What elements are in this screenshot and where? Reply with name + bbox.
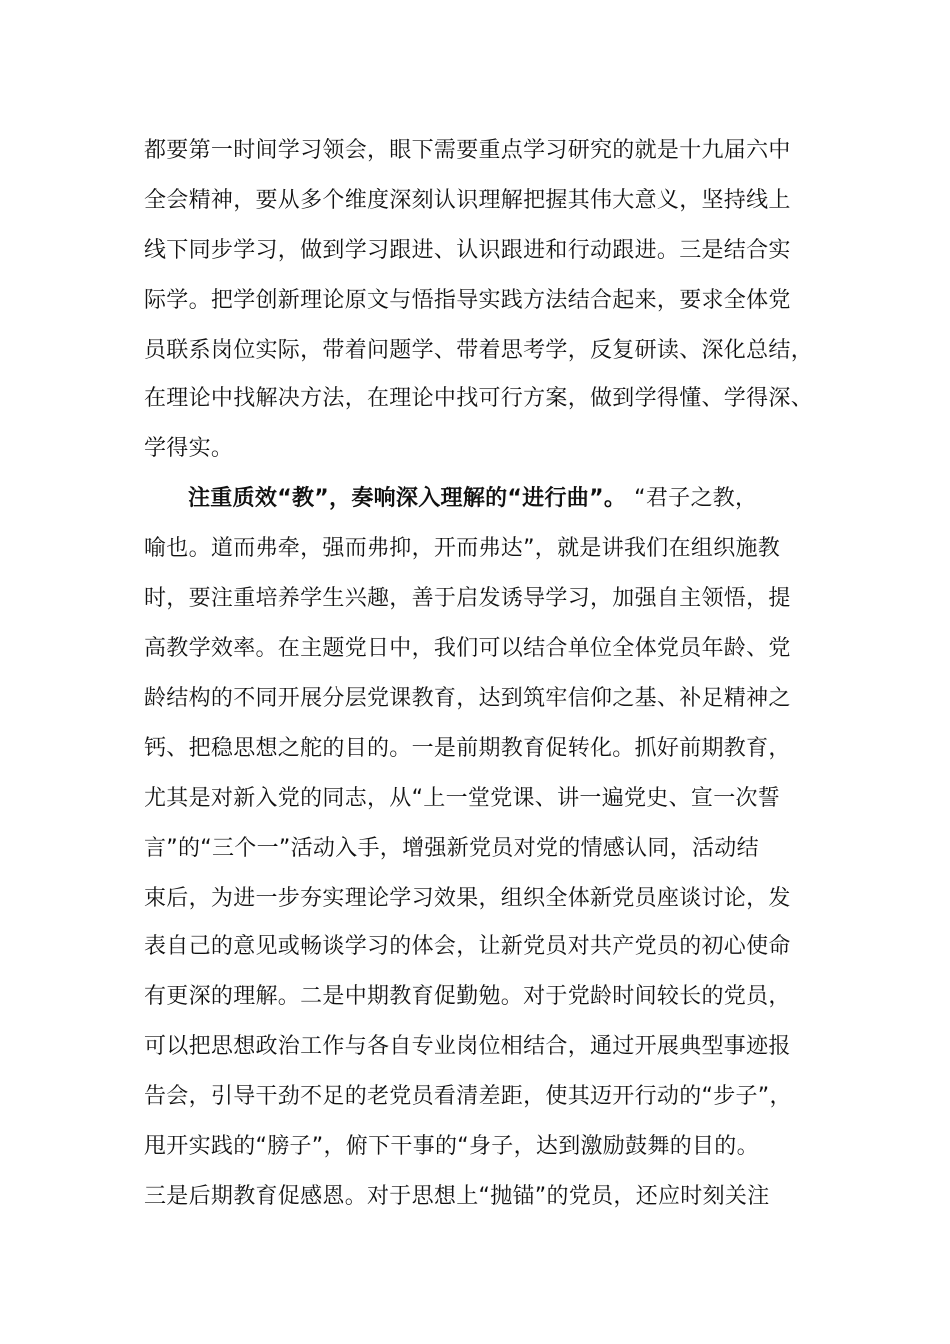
section-heading: 注重质效“教”，奏响深入理解的“进行曲”。 (188, 486, 627, 511)
paragraph-line: 告会，引导干劲不足的老党员看清差距，使其迈开行动的“步子”， (144, 1084, 792, 1109)
paragraph-line: 龄结构的不同开展分层党课教育，达到筑牢信仰之基、补足精神之 (144, 686, 791, 711)
paragraph-line: 表自己的意见或畅谈学习的体会，让新党员对共产党员的初心使命 (144, 934, 791, 959)
paragraph-line: 全会精神，要从多个维度深刻认识理解把握其伟大意义，坚持线上 (144, 188, 791, 213)
paragraph-line: 高教学效率。在主题党日中，我们可以结合单位全体党员年龄、党 (144, 636, 791, 661)
paragraph-line: 际学。把学创新理论原文与悟指导实践方法结合起来，要求全体党 (144, 288, 791, 313)
paragraph-line: 有更深的理解。二是中期教育促勤勉。对于党龄时间较长的党员， (144, 984, 791, 1009)
paragraph-line: 喻也。道而弗牵，强而弗抑，开而弗达”，就是讲我们在组织施教 (144, 536, 781, 561)
paragraph-line: 线下同步学习，做到学习跟进、认识跟进和行动跟进。三是结合实 (144, 238, 791, 263)
paragraph-first-line (188, 484, 757, 514)
paragraph-line: 尤其是对新入党的同志，从“上一堂党课、讲一遍党史、宣一次誓 (144, 786, 781, 811)
paragraph-line: 三是后期教育促感恩。对于思想上“抛锚”的党员，还应时刻关注 (144, 1184, 770, 1209)
paragraph-line: 时，要注重培养学生兴趣，善于启发诱导学习，加强自主领悟，提 (144, 586, 791, 611)
paragraph-line: 员联系岗位实际，带着问题学、带着思考学，反复研读、深化总结， (144, 338, 814, 363)
paragraph-line: 钙、把稳思想之舵的目的。一是前期教育促转化。抓好前期教育， (144, 736, 791, 761)
paragraph-line: 在理论中找解决方法，在理论中找可行方案，做到学得懂、学得深、 (144, 386, 814, 411)
paragraph-line: 学得实。 (144, 436, 234, 461)
paragraph-line: 束后，为进一步夯实理论学习效果，组织全体新党员座谈讨论，发 (144, 886, 791, 911)
paragraph-line: 甩开实践的“膀子”，俯下干事的“身子，达到激励鼓舞的目的。 (144, 1134, 759, 1159)
paragraph-line: 都要第一时间学习领会，眼下需要重点学习研究的就是十九届六中 (144, 138, 791, 163)
paragraph-line: 言”的“三个一”活动入手，增强新党员对党的情感认同，活动结 (144, 836, 759, 861)
paragraph-text: “君子之教， (634, 486, 758, 511)
paragraph-line: 可以把思想政治工作与各自专业岗位相结合，通过开展典型事迹报 (144, 1034, 791, 1059)
